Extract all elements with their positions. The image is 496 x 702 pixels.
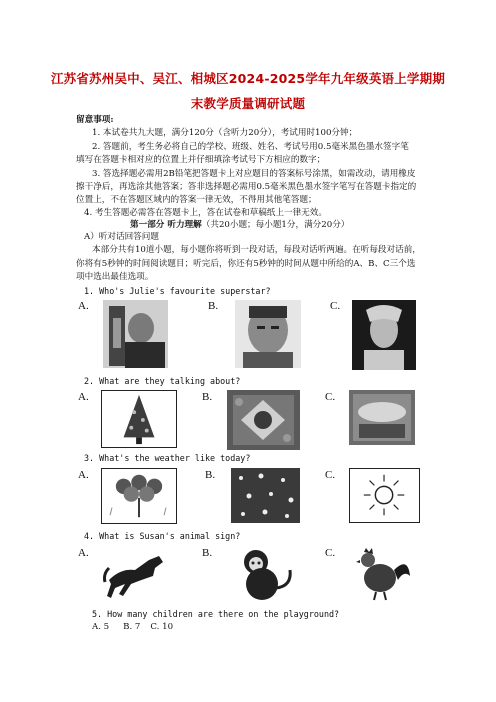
section-a-heading: A）听对话回答问题 — [84, 232, 159, 242]
q2-option-c-picture — [349, 390, 415, 445]
q1-option-c-photo — [352, 300, 416, 370]
q1-option-c-label: C. — [330, 300, 341, 312]
q4-option-c-rooster-picture — [346, 546, 416, 602]
section-a-instr-2: 你将有5秒钟的时间阅读题目；听完后，你还有5秒钟的时间从题中所给的A、B、C三个选 — [76, 259, 416, 269]
q3-option-c-label: C. — [325, 469, 336, 481]
q1-option-b-photo — [235, 300, 301, 368]
q1-option-a-photo — [103, 300, 168, 368]
q5-option-a: A. 5 — [92, 622, 110, 632]
q4-option-c-label: C. — [325, 547, 336, 559]
question-2: 2. What are they talking about? — [84, 376, 241, 386]
q5-option-c: C. 10 — [150, 622, 174, 632]
notice-item-2b: 填写在答题卡相对应的位置上并仔细填涂考试号下方相应的数字； — [76, 155, 326, 165]
notice-item-3b: 擦干净后，再选涂其他答案；答非选择题必需用0.5毫米黑色墨水签字笔写在答题卡指定的 — [76, 182, 417, 192]
part-one-title: 第一部分 听力理解 — [130, 220, 202, 230]
notice-item-1: 1. 本试卷共九大题，满分120分（含听力20分），考试用时100分钟； — [92, 128, 358, 138]
q4-option-a-label: A. — [78, 547, 89, 559]
notice-heading: 留意事项: — [76, 115, 114, 125]
q5-options — [92, 621, 173, 633]
section-a-instr-1: 本部分共有10道小题，每小题你将听到一段对话，每段对话听两遍。在听每段对话前， — [92, 245, 421, 255]
question-1: 1. Who's Julie's favourite superstar? — [84, 286, 271, 296]
q1-option-a-label: A. — [78, 300, 89, 312]
page-title-line2: 末教学质量调研试题 — [190, 96, 306, 111]
q3-option-b-snow-picture — [231, 468, 300, 523]
q5-option-b: B. 7 — [123, 622, 141, 632]
question-5: 5. How many children are there on the playground? — [92, 609, 340, 619]
notice-item-3a: 3. 答选择题必需用2B铅笔把答题卡上对应题目的答案标号涂黑，如需改动，请用橡皮 — [92, 169, 416, 179]
question-3: 3. What's the weather like today? — [84, 453, 251, 463]
q4-option-b-monkey-picture — [228, 546, 300, 604]
q3-option-a-label: A. — [78, 469, 89, 481]
notice-item-3c: 位置上，不在答题区域内的答案一律无效，不得用其他笔答题； — [76, 195, 317, 205]
part-one-heading — [130, 219, 349, 231]
q2-option-a-tree-picture — [101, 390, 177, 448]
q3-option-a-umbrella-picture — [101, 468, 177, 524]
q2-option-a-label: A. — [78, 391, 89, 403]
q1-option-b-label: B. — [208, 300, 219, 312]
question-4: 4. What is Susan's animal sign? — [84, 531, 241, 541]
q4-option-b-label: B. — [202, 547, 213, 559]
q3-option-c-sun-picture — [349, 468, 420, 523]
q2-option-b-label: B. — [202, 391, 213, 403]
q2-option-c-label: C. — [325, 391, 336, 403]
q4-option-a-horse-picture — [101, 546, 173, 602]
q3-option-b-label: B. — [205, 469, 216, 481]
q2-option-b-fu-picture — [227, 390, 300, 450]
section-a-instr-3: 项中选出最佳选项。 — [76, 272, 154, 282]
notice-item-4: 4. 考生答题必需答在答题卡上，答在试卷和草稿纸上一律无效。 — [84, 208, 327, 218]
page-title-line1: 江苏省苏州吴中、吴江、相城区2024-2025学年九年级英语上学期期 — [50, 71, 446, 86]
part-one-scoring: （共20小题；每小题1分，满分20分） — [201, 220, 350, 230]
notice-item-2a: 2. 答题前，考生务必将自己的学校、班级、姓名、考试号用0.5毫米黑色墨水签字笔 — [92, 142, 409, 152]
